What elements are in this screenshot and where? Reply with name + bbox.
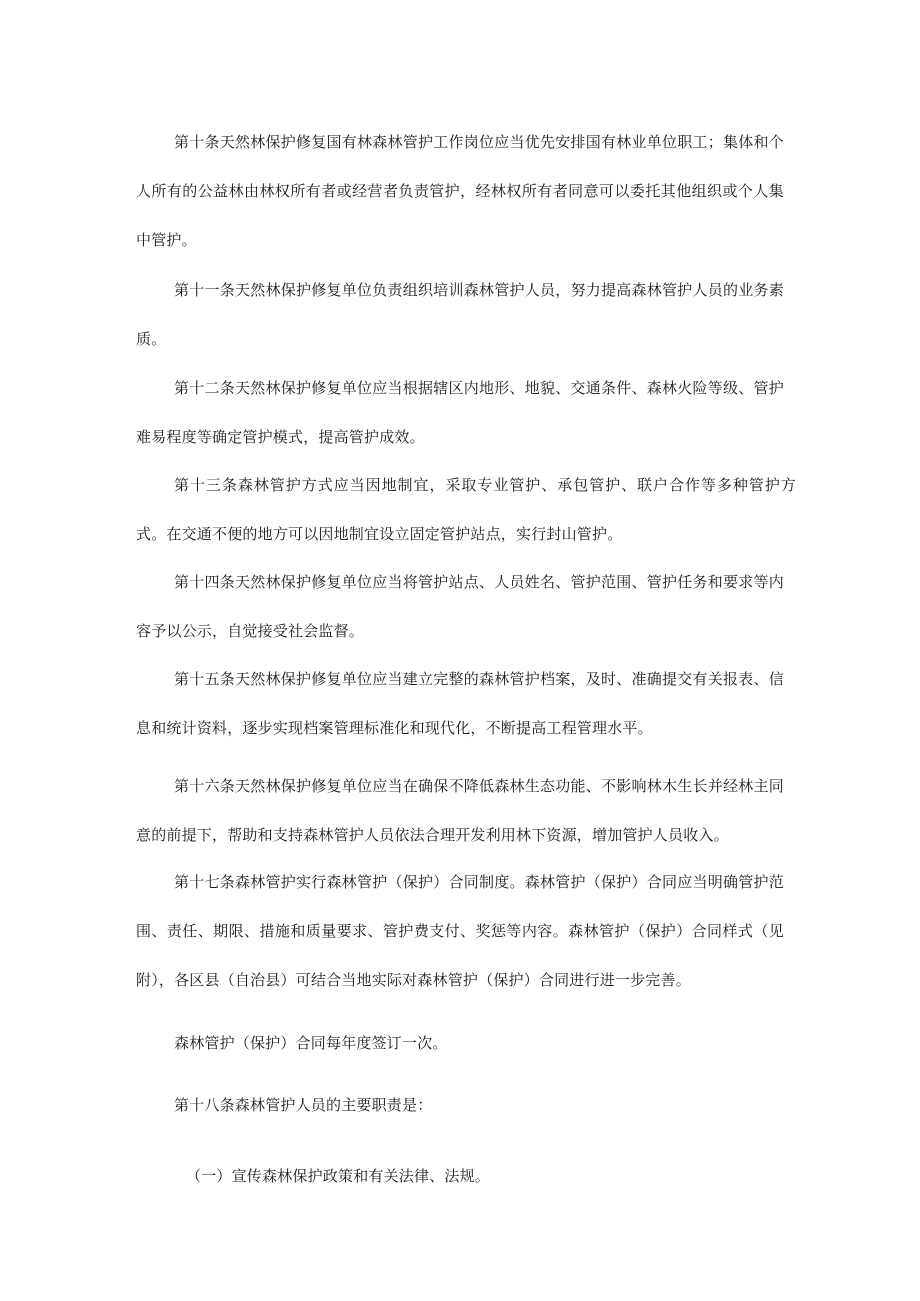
paragraph-item-1: （一）宣传森林保护政策和有关法律、法规。 xyxy=(186,1167,491,1185)
paragraph-contract-annual: 森林管护（保护）合同每年度签订一次。 xyxy=(174,1034,448,1052)
paragraph-article-14: 第十四条天然林保护修复单位应当将管护站点、人员姓名、管护范围、管护任务和要求等内容予以公示，自觉接受社会监督。 xyxy=(136,573,784,640)
paragraph-article-13: 第十三条森林管护方式应当因地制宜，采取专业管护、承包管护、联户合作等多种管护方式。在交通不便的地方可以因地制宜设立固定管护站点，实行封山管护。 xyxy=(136,476,796,543)
paragraph-article-16: 第十六条天然林保护修复单位应当在确保不降低森林生态功能、不影响林木生长并经林主同意的前提下，帮助和支持森林管护人员依法合理开发利用林下资源，增加管护人员收入。 xyxy=(136,777,784,844)
paragraph-article-12: 第十二条天然林保护修复单位应当根据辖区内地形、地貌、交通条件、森林火险等级、管护难易程度等确定管护模式，提高管护成效。 xyxy=(136,379,784,446)
paragraph-article-15: 第十五条天然林保护修复单位应当建立完整的森林管护档案，及时、准确提交有关报表、信息和统计资料，逐步实现档案管理标准化和现代化，不断提高工程管理水平。 xyxy=(136,670,784,737)
paragraph-article-11: 第十一条天然林保护修复单位负责组织培训森林管护人员，努力提高森林管护人员的业务素质。 xyxy=(136,281,784,348)
paragraph-article-10: 第十条天然林保护修复国有林森林管护工作岗位应当优先安排国有林业单位职工；集体和个人所有的公益林由林权所有者或经营者负责管护，经林权所有者同意可以委托其他组织或个人集中管护。 xyxy=(136,133,784,249)
paragraph-article-17: 第十七条森林管护实行森林管护（保护）合同制度。森林管护（保护）合同应当明确管护范围、责任、期限、措施和质量要求、管护费支付、奖惩等内容。森林管护（保护）合同样式（见附），各区县（自治县）可结合当地实际对森林管护（保护）合同进行进一步完善。 xyxy=(136,873,784,989)
paragraph-article-18: 第十八条森林管护人员的主要职责是： xyxy=(174,1096,433,1114)
